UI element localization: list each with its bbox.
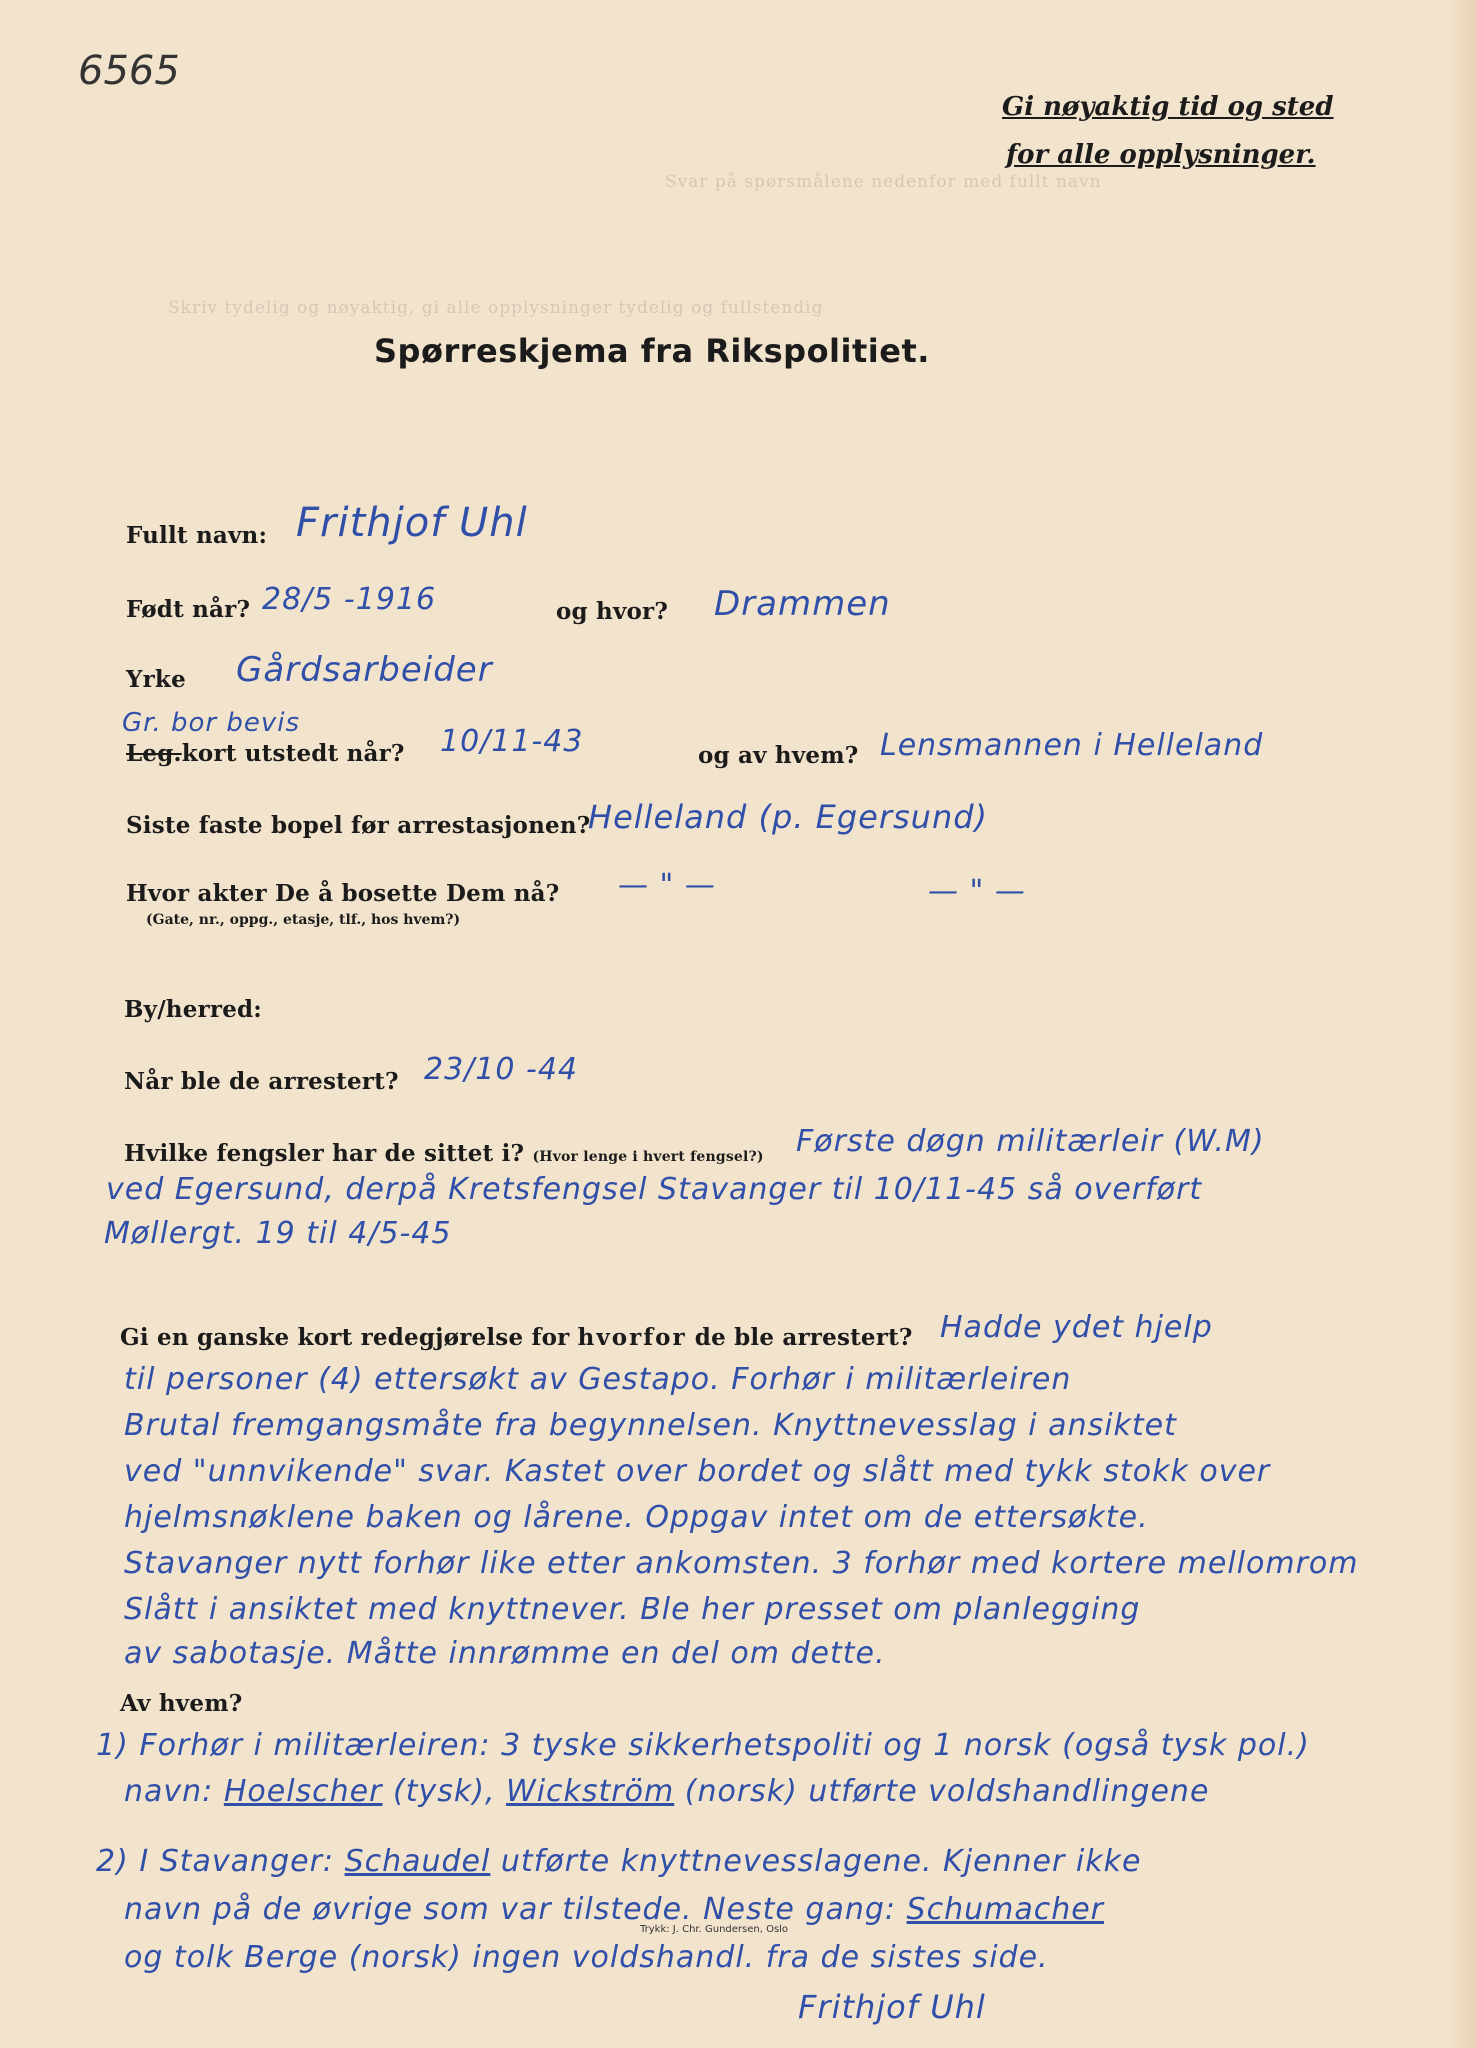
prisons-sublabel: (Hvor lenge i hvert fengsel?) <box>532 1149 764 1165</box>
signature: Frithjof Uhl <box>798 1988 986 2026</box>
settle-label: Hvor akter De å bosette Dem nå? <box>126 880 560 907</box>
settle-value-1: — " — <box>618 868 716 903</box>
perpetrator-name-3: Schaudel <box>344 1844 491 1879</box>
prisons-label <box>124 1140 764 1167</box>
page-edge-shadow <box>1448 0 1476 2048</box>
town-label: By/herred: <box>124 996 263 1023</box>
by-whom-p1-nat-1: (tysk), <box>393 1774 496 1809</box>
id-card-by-label: og av hvem? <box>698 742 859 769</box>
by-whom-p1-line-1 <box>96 1728 1310 1763</box>
why-label <box>120 1324 913 1351</box>
by-whom-p1-line-2 <box>124 1774 1209 1809</box>
by-whom-p2-place: I Stavanger: <box>139 1844 335 1879</box>
prisons-line-3: Møllergt. 19 til 4/5-45 <box>104 1216 452 1251</box>
born-where-value: Drammen <box>714 584 891 624</box>
why-line-2: Brutal fremgangsmåte fra begynnelsen. Knyttnevesslag i ansiktet <box>124 1408 1177 1443</box>
id-card-label <box>126 740 405 767</box>
why-line-1: til personer (4) ettersøkt av Gestapo. Forhør i militærleiren <box>124 1362 1072 1397</box>
why-line-4: hjelmsnøklene baken og lårene. Oppgav intet om de ettersøkte. <box>124 1500 1149 1535</box>
prisons-label-main: Hvilke fengsler har de sittet i? <box>124 1140 525 1167</box>
by-whom-p1-tail: (norsk) utførte voldshandlingene <box>684 1774 1210 1809</box>
arrested-when-value: 23/10 -44 <box>424 1052 578 1087</box>
why-line-7: av sabotasje. Måtte innrømme en del om dette. <box>124 1636 886 1671</box>
perpetrator-name-2: Wickström <box>506 1774 675 1809</box>
born-when-value: 28/5 -1916 <box>262 582 437 617</box>
by-whom-p2-number: 2) <box>96 1844 129 1879</box>
last-residence-label: Siste faste bopel før arrestasjonen? <box>126 812 591 839</box>
id-card-label-rest: kort utstedt når? <box>181 740 405 767</box>
by-whom-p2-line-2 <box>124 1892 1104 1927</box>
settle-sublabel: (Gate, nr., oppg., etasje, tlf., hos hvem?) <box>146 912 461 928</box>
by-whom-p2-line-3: og tolk Berge (norsk) ingen voldshandl. fra de sistes side. <box>124 1940 1049 1975</box>
born-where-label: og hvor? <box>556 598 669 625</box>
corner-number: 6565 <box>78 48 180 94</box>
notice-line-1: Gi nøyaktig tid og sted <box>1002 92 1334 122</box>
by-whom-p1-number: 1) <box>96 1728 129 1763</box>
born-when-label: Født når? <box>126 596 251 623</box>
full-name-label: Fullt navn: <box>126 522 268 549</box>
bleedthrough-text-1: Svar på spørsmålene nedenfor med fullt navn <box>665 172 1102 192</box>
by-whom-p2-text: utførte knyttnevesslagene. Kjenner ikke <box>500 1844 1142 1879</box>
perpetrator-name-4: Schumacher <box>906 1892 1105 1927</box>
why-first-line: Hadde ydet hjelp <box>940 1310 1213 1345</box>
id-card-by-value: Lensmannen i Helleland <box>880 728 1264 763</box>
perpetrator-name-1: Hoelscher <box>223 1774 383 1809</box>
prisons-line-1: Første døgn militærleir (W.M) <box>796 1124 1265 1159</box>
why-label-pre: Gi en ganske kort redegjørelse for <box>120 1324 570 1351</box>
settle-value-2: — " — <box>928 874 1026 909</box>
why-label-post: de ble arrestert? <box>694 1324 913 1351</box>
id-card-overwrite: Gr. bor bevis <box>122 708 301 738</box>
id-card-label-struck: Leg. <box>126 740 182 767</box>
form-title: Spørreskjema fra Rikspolitiet. <box>374 332 930 370</box>
arrested-when-label: Når ble de arrestert? <box>124 1068 399 1095</box>
occupation-label: Yrke <box>126 666 186 693</box>
by-whom-p2-line-1 <box>96 1844 1141 1879</box>
occupation-value: Gårdsarbeider <box>236 650 493 690</box>
why-line-5: Stavanger nytt forhør like etter ankomsten. 3 forhør med kortere mellomrom <box>124 1546 1359 1581</box>
why-label-emph: hvorfor <box>577 1324 687 1351</box>
why-line-6: Slått i ansiktet med knyttnever. Ble her presset om planlegging <box>124 1592 1141 1627</box>
last-residence-value: Helleland (p. Egersund) <box>588 798 989 836</box>
by-whom-p1-names-label: navn: <box>124 1774 214 1809</box>
full-name-value: Frithjof Uhl <box>296 500 528 546</box>
bleedthrough-text-2: Skriv tydelig og nøyaktig, gi alle opplysninger tydelig og fullstendig <box>168 298 824 318</box>
by-whom-p2-text-2: navn på de øvrige som var tilstede. Neste gang: <box>124 1892 896 1927</box>
prisons-line-2: ved Egersund, derpå Kretsfengsel Stavanger til 10/11-45 så overført <box>106 1172 1203 1207</box>
printer-imprint: Trykk: J. Chr. Gundersen, Oslo <box>640 1924 789 1935</box>
id-card-date-value: 10/11-43 <box>440 724 584 759</box>
notice-line-2: for alle opplysninger. <box>1006 140 1316 170</box>
by-whom-p1-text: Forhør i militærleiren: 3 tyske sikkerhetspoliti og 1 norsk (også tysk pol.) <box>139 1728 1310 1763</box>
by-whom-label: Av hvem? <box>120 1690 243 1717</box>
why-line-3: ved "unnvikende" svar. Kastet over bordet og slått med tykk stokk over <box>124 1454 1271 1489</box>
